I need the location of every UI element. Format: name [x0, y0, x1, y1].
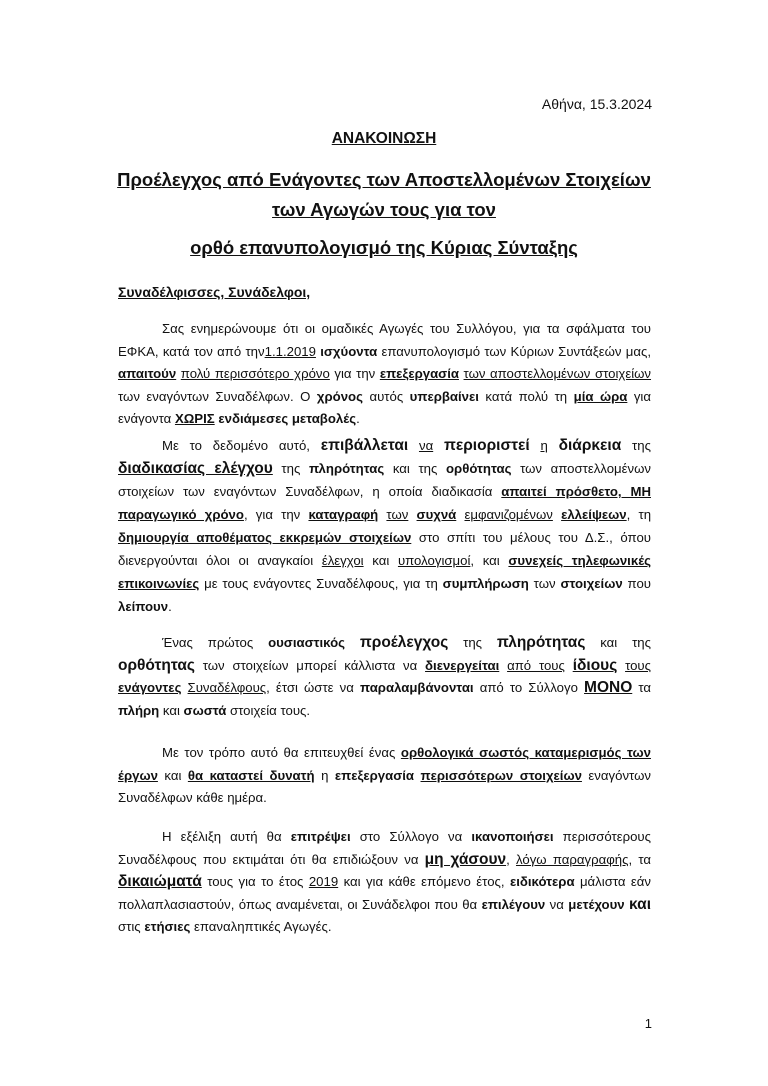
- text-run: υπερβαίνει: [409, 388, 479, 404]
- text-run: και: [157, 767, 188, 783]
- text-run: στοιχεία τους.: [226, 702, 311, 718]
- text-run: μη χάσουν: [424, 850, 507, 868]
- text-run: των αποστελλομένων στοιχείων: [463, 366, 652, 381]
- text-run: στο Σύλλογο να: [350, 829, 472, 844]
- text-run: παραλαμβάνονται: [359, 680, 474, 695]
- greeting: Συναδέλφισσες, Συνάδελφοι,: [118, 284, 311, 300]
- text-run: συχνά: [416, 507, 457, 522]
- text-run: ορθολογικά σωστός καταμερισμός των έργων: [118, 745, 651, 783]
- text-run: ΧΩΡΙΣ: [174, 411, 215, 426]
- text-run: τα: [632, 680, 651, 695]
- text-run: [553, 507, 561, 522]
- text-run: της: [621, 438, 651, 453]
- text-run: και της: [384, 461, 446, 476]
- text-run: ελλείψεων: [561, 507, 627, 522]
- headline-line-1: Προέλεγχος από Ενάγοντες των Αποστελλομένων Στοιχείων: [117, 169, 651, 190]
- text-run: περισσότερους Συναδέλφους που εκτιμάται ότι θα επιδιώξουν να: [118, 829, 651, 867]
- text-run: των: [386, 507, 409, 522]
- text-run: Με τον τρόπο αυτό θα επιτευχθεί ένας: [162, 745, 401, 760]
- headline-line-2: των Αγωγών τους για τον: [272, 199, 496, 220]
- text-run: Η εξέλιξη αυτή θα: [162, 829, 291, 844]
- text-run: των: [528, 576, 561, 591]
- text-run: και: [363, 553, 398, 568]
- text-run: της: [448, 635, 497, 650]
- text-run: στοιχείων: [560, 576, 623, 591]
- text-run: από το Σύλλογο: [473, 680, 585, 695]
- text-run: έλεγχοι: [321, 553, 364, 568]
- text-run: επεξεργασία: [334, 767, 415, 783]
- text-run: ουσιαστικός: [268, 635, 345, 650]
- text-run: ,: [506, 851, 516, 867]
- text-run: επεξεργασία: [379, 366, 459, 381]
- text-run: Συναδέλφους: [187, 680, 267, 695]
- text-run: η: [314, 767, 335, 783]
- text-run: [433, 438, 444, 453]
- text-run: από τους: [507, 657, 565, 673]
- text-run: δικαιώματά: [118, 873, 202, 890]
- body-paragraph: [118, 742, 651, 810]
- text-run: και για κάθε επόμενο έτος,: [338, 874, 510, 889]
- text-run: [548, 438, 559, 453]
- text-run: , τα: [628, 851, 651, 867]
- text-run: ορθότητας: [445, 461, 512, 476]
- text-run: η: [540, 438, 548, 453]
- body-paragraph: [118, 434, 651, 618]
- text-run: στο σπίτι του μέλους του Δ.Σ., όπου διενεργούνται όλοι οι αναγκαίοι: [118, 530, 651, 568]
- text-run: [499, 658, 507, 673]
- text-run: επιλέγουν: [481, 896, 546, 912]
- body-paragraph: [118, 632, 651, 722]
- text-run: και: [159, 702, 184, 718]
- text-run: μάλιστα εάν πολλαπλασιαστούν, όπως αναμένεται, οι Συνάδελφοι που θα: [118, 874, 651, 912]
- text-run: δημιουργία αποθέματος εκκρεμών στοιχείων: [118, 530, 412, 545]
- text-run: τους για το έτος: [201, 874, 309, 889]
- text-run: διενεργείται: [425, 657, 500, 673]
- text-run: πλήρη: [118, 702, 160, 718]
- text-run: 2019: [308, 874, 339, 889]
- text-run: διάρκεια: [558, 437, 622, 454]
- text-run: , έτσι ώστε να: [266, 680, 360, 695]
- text-run: για ενάγοντα: [118, 388, 651, 426]
- text-run: θα καταστεί δυνατή: [187, 767, 315, 783]
- text-run: αυτός: [362, 388, 410, 404]
- text-run: να: [418, 438, 434, 453]
- text-run: , για την: [243, 507, 309, 522]
- text-run: ενάγοντες: [118, 680, 182, 695]
- body-paragraph: [118, 826, 651, 939]
- text-run: 1.1.2019: [264, 343, 316, 359]
- text-run: απαιτεί πρόσθετο, ΜΗ παραγωγικό χρόνο: [118, 484, 651, 522]
- text-run: επιβάλλεται: [320, 437, 409, 454]
- text-run: [345, 635, 360, 650]
- text-run: να: [545, 896, 569, 912]
- text-run: σωστά: [183, 702, 227, 718]
- text-run: ενδιάμεσες μεταβολές: [218, 411, 357, 426]
- text-run: λείπουν: [118, 599, 169, 614]
- text-run: [408, 507, 416, 522]
- text-run: Με το δεδομένο αυτό,: [162, 438, 321, 453]
- text-run: πληρότητας: [308, 461, 385, 476]
- text-run: προέλεγχος: [359, 634, 449, 651]
- text-run: διαδικασίας ελέγχου: [118, 460, 273, 477]
- text-run: ισχύοντα: [320, 343, 378, 359]
- text-run: και: [629, 895, 651, 913]
- text-run: που: [622, 576, 651, 591]
- text-run: , και: [470, 553, 509, 568]
- body-paragraph: [118, 318, 651, 431]
- text-run: ετήσιες: [144, 919, 191, 934]
- text-run: ΜΟΝΟ: [584, 679, 633, 696]
- text-run: επανυπολογισμό των Κύριων Συντάξεών μας,: [377, 343, 651, 359]
- text-run: .: [356, 411, 360, 426]
- page-number: 1: [644, 1016, 652, 1031]
- text-run: περιοριστεί: [443, 437, 530, 454]
- text-run: τους: [625, 657, 651, 673]
- text-run: [530, 438, 541, 453]
- text-run: ίδιους: [572, 656, 618, 674]
- text-run: εναγόντων Συναδέλφων κάθε ημέρα.: [118, 767, 651, 805]
- text-run: λόγω παραγραφής: [515, 851, 629, 867]
- text-run: ορθότητας: [118, 656, 195, 674]
- announcement-label: ΑΝΑΚΟΙΝΩΣΗ: [331, 130, 437, 147]
- text-run: χρόνος: [316, 388, 363, 404]
- text-run: της: [272, 461, 309, 476]
- text-run: [617, 658, 625, 673]
- document-date: Αθήνα, 15.3.2024: [541, 96, 652, 112]
- text-run: επιτρέψει: [290, 829, 351, 844]
- text-run: Σας ενημερώνουμε ότι οι ομαδικές Αγωγές του Συλλόγου, για τα σφάλματα του ΕΦΚΑ, κατά τον από την: [118, 321, 651, 359]
- text-run: για την: [329, 366, 380, 381]
- text-run: στις: [118, 919, 145, 934]
- text-run: συμπλήρωση: [442, 576, 529, 591]
- text-run: πολύ περισσότερο χρόνο: [180, 366, 330, 381]
- text-run: μετέχουν: [568, 896, 625, 912]
- text-run: , τη: [626, 507, 652, 522]
- text-run: συνεχείς τηλεφωνικές επικοινωνίες: [118, 553, 652, 591]
- text-run: των αποστελλομένων στοιχείων των εναγόντων Συναδέλφων, η οποία διαδικασία: [118, 461, 651, 499]
- text-run: και της: [585, 635, 651, 650]
- text-run: των στοιχείων μπορεί κάλλιστα να: [194, 657, 426, 673]
- text-run: [565, 658, 573, 673]
- text-run: καταγραφή: [308, 507, 379, 522]
- text-run: επαναληπτικές Αγωγές.: [190, 919, 332, 934]
- text-run: ειδικότερα: [509, 874, 575, 889]
- text-run: κατά πολύ τη: [478, 388, 574, 404]
- text-run: με τους ενάγοντες Συναδέλφους, για τη: [199, 576, 443, 591]
- text-run: .: [168, 599, 172, 614]
- text-run: των εναγόντων Συναδέλφων. Ο: [118, 388, 317, 404]
- text-run: περισσότερων στοιχείων: [420, 767, 582, 783]
- text-run: πληρότητας: [496, 634, 586, 651]
- text-run: μία ώρα: [573, 388, 628, 404]
- headline-line-3: ορθό επανυπολογισμό της Κύριας Σύνταξης: [190, 237, 578, 258]
- text-run: υπολογισμοί: [397, 553, 471, 568]
- text-run: ικανοποιήσει: [471, 829, 554, 844]
- text-run: Ένας πρώτος: [162, 635, 269, 650]
- text-run: απαιτούν: [118, 366, 177, 381]
- text-run: εμφανιζομένων: [464, 507, 553, 522]
- text-run: [408, 438, 419, 453]
